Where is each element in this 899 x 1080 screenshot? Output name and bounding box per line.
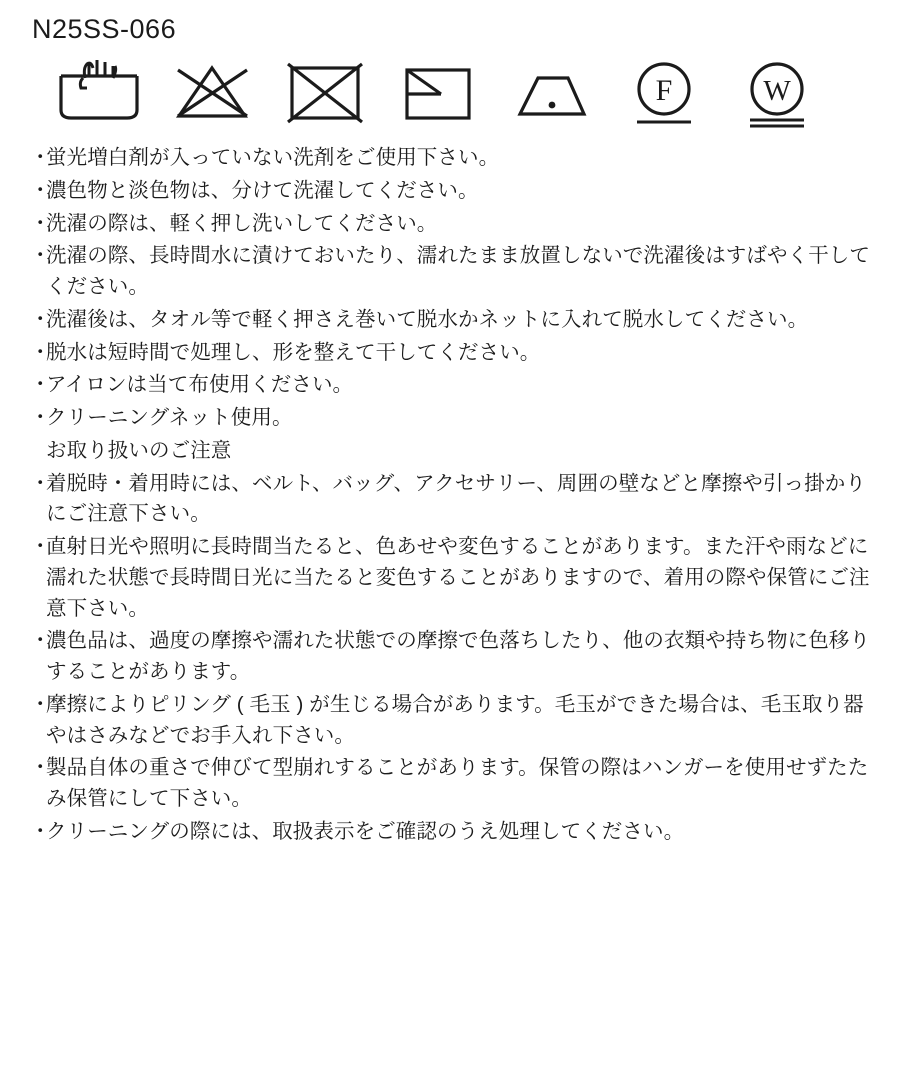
bullet: ・: [30, 629, 51, 653]
list-item: [30, 370, 873, 401]
do-not-bleach-symbol: [155, 51, 268, 129]
notice-text: 直射日光や照明に長時間当たると、色あせや変色することがあります。また汗や雨などに濡れた状態で長時間日光に当たると変色することがありますので、着用の際や保管にご注意下さい。: [46, 535, 870, 620]
notice-list: [30, 469, 873, 848]
iron-low-symbol: [494, 51, 607, 129]
care-instruction-list: [30, 143, 873, 434]
bullet: ・: [30, 373, 51, 397]
care-instruction-text: 濃色物と淡色物は、分けて洗濯してください。: [46, 178, 479, 202]
list-item: [30, 817, 873, 848]
care-instruction-text: 脱水は短時間で処理し、形を整えて干してください。: [46, 340, 541, 364]
bullet: ・: [30, 178, 51, 202]
bullet: ・: [30, 340, 51, 364]
care-instruction-text: 洗濯の際は、軽く押し洗いしてください。: [46, 211, 438, 235]
bullet: ・: [30, 756, 51, 780]
bullet: ・: [30, 307, 51, 331]
list-item: [30, 403, 873, 434]
list-item: [30, 753, 873, 815]
list-item: [30, 626, 873, 688]
list-item: [30, 241, 873, 303]
bullet: ・: [30, 146, 51, 169]
list-item: [30, 143, 873, 174]
bullet: ・: [30, 471, 51, 495]
care-instruction-text: 洗濯後は、タオル等で軽く押さえ巻いて脱水かネットに入れて脱水してください。: [46, 307, 809, 331]
care-instruction-text: 洗濯の際、長時間水に漬けておいたり、濡れたまま放置しないで洗濯後はすばやく干してください。: [46, 244, 870, 298]
bullet: ・: [30, 692, 51, 716]
hand-wash-symbol: [42, 51, 155, 129]
dry-flat-in-shade-symbol: [381, 51, 494, 129]
care-symbol-row: [42, 51, 873, 133]
svg-text:W: W: [762, 75, 791, 107]
list-item: [30, 176, 873, 207]
notice-text: 濃色品は、過度の摩擦や濡れた状態での摩擦で色落ちしたり、他の衣類や持ち物に色移りすることがあります。: [46, 629, 870, 683]
notice-text: クリーニングの際には、取扱表示をご確認のうえ処理してください。: [46, 819, 685, 843]
list-item: [30, 305, 873, 336]
list-item: [30, 532, 873, 624]
bullet: ・: [30, 244, 51, 268]
list-item: [30, 209, 873, 240]
care-instruction-text: アイロンは当て布使用ください。: [46, 373, 354, 397]
page-title: N25SS-066: [32, 14, 177, 44]
care-instruction-text: 蛍光増白剤が入っていない洗剤をご使用下さい。: [46, 146, 500, 169]
list-item: [30, 469, 873, 531]
bullet: ・: [30, 211, 51, 235]
bullet: ・: [30, 406, 51, 429]
list-item: [30, 690, 873, 752]
notice-heading: お取り扱いのご注意: [46, 438, 232, 462]
wet-clean-w-symbol: [720, 51, 833, 129]
care-instruction-text: クリーニングネット使用。: [46, 406, 293, 429]
notice-text: 摩擦によりピリング ( 毛玉 ) が生じる場合があります。毛玉ができた場合は、毛玉取り器やはさみなどでお手入れ下さい。: [46, 692, 864, 747]
do-not-tumble-dry-symbol: [268, 51, 381, 129]
svg-text:F: F: [655, 74, 672, 107]
dry-clean-f-symbol: [607, 51, 720, 129]
notice-text: 着脱時・着用時には、ベルト、バッグ、アクセサリー、周囲の壁などと摩擦や引っ掛かりにご注意下さい。: [46, 471, 866, 526]
notice-text: 製品自体の重さで伸びて型崩れすることがあります。保管の際はハンガーを使用せずたたみ保管にして下さい。: [46, 756, 869, 810]
bullet: ・: [30, 535, 51, 558]
bullet: ・: [30, 819, 51, 843]
list-item: [30, 338, 873, 369]
